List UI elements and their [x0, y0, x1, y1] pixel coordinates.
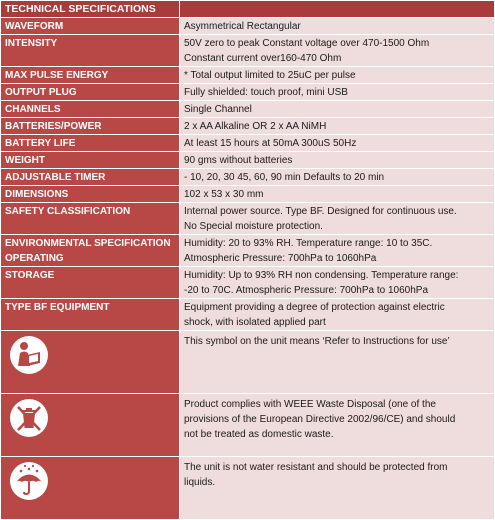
spec-value	[180, 186, 495, 203]
spec-value-line: Internal power source. Type BF. Designed for continuous use.	[184, 206, 457, 217]
spec-value-line: -20 to 70C. Atmospheric Pressure: 700hPa to 1060hPa	[184, 285, 429, 296]
spec-row-type-bf-equipment	[1, 299, 495, 331]
spec-value	[180, 84, 495, 101]
spec-value-line: No Special moisture protection.	[184, 221, 323, 232]
spec-label: TYPE BF EQUIPMENT	[1, 299, 180, 331]
spec-row-environmental-specification-operating	[1, 235, 495, 267]
spec-row-safety-classification	[1, 203, 495, 235]
spec-row-intensity	[1, 35, 495, 67]
symbol-cell	[1, 331, 180, 394]
header-right	[180, 1, 495, 18]
symbol-cell	[1, 457, 180, 520]
spec-label: MAX PULSE ENERGY	[1, 67, 180, 84]
symbol-description	[180, 331, 495, 394]
spec-value	[180, 152, 495, 169]
spec-value	[180, 299, 495, 331]
spec-value	[180, 35, 495, 67]
read-instructions-icon	[9, 367, 49, 378]
spec-value-line: Constant current over160-470 Ohm	[184, 53, 342, 64]
symbol-description	[180, 394, 495, 457]
spec-value-line: Fully shielded: touch proof, mini USB	[184, 87, 348, 98]
spec-row-channels	[1, 101, 495, 118]
spec-value-line: 50V zero to peak Constant voltage over 470-1500 Ohm	[184, 38, 430, 49]
spec-value-line: 102 x 53 x 30 mm	[184, 189, 264, 200]
spec-row-batteries-power	[1, 118, 495, 135]
spec-value	[180, 67, 495, 84]
spec-value-line: Equipment providing a degree of protection against electric	[184, 302, 445, 313]
spec-row-battery-life	[1, 135, 495, 152]
symbol-cell	[1, 394, 180, 457]
spec-value	[180, 267, 495, 299]
symbol-description-line: Product complies with WEEE Waste Disposal (one of the	[184, 399, 436, 410]
spec-label: WEIGHT	[1, 152, 180, 169]
symbol-description-line: The unit is not water resistant and should be protected from	[184, 462, 448, 473]
weee-crossed-bin-icon	[9, 430, 49, 441]
symbol-row	[1, 457, 495, 520]
symbol-description-line: liquids.	[184, 477, 216, 488]
spec-value-line: Humidity: Up to 93% RH non condensing. Temperature range:	[184, 270, 459, 281]
spec-label: BATTERY LIFE	[1, 135, 180, 152]
table-title: TECHNICAL SPECIFICATIONS	[1, 1, 180, 18]
spec-label: OUTPUT PLUG	[1, 84, 180, 101]
spec-value-line: Humidity: 20 to 93% RH. Temperature range: 10 to 35C.	[184, 238, 433, 249]
spec-value-line: Atmospheric Pressure: 700hPa to 1060hPa	[184, 253, 377, 264]
spec-value	[180, 235, 495, 267]
spec-label: STORAGE	[1, 267, 180, 299]
spec-value-line: shock, with isolated applied part	[184, 317, 326, 328]
spec-value-line: Asymmetrical Rectangular	[184, 21, 301, 32]
spec-value	[180, 203, 495, 235]
spec-value	[180, 18, 495, 35]
spec-label: WAVEFORM	[1, 18, 180, 35]
symbol-row	[1, 394, 495, 457]
spec-row-storage	[1, 267, 495, 299]
spec-label: ENVIRONMENTAL SPECIFICATION OPERATING	[1, 235, 180, 267]
spec-label: CHANNELS	[1, 101, 180, 118]
spec-row-waveform	[1, 18, 495, 35]
spec-value-line: - 10, 20, 30 45, 60, 90 min Defaults to 20 min	[184, 172, 385, 183]
symbol-description	[180, 457, 495, 520]
symbol-description-line: not be treated as domestic waste.	[184, 429, 334, 440]
spec-row-dimensions	[1, 186, 495, 203]
spec-row-output-plug	[1, 84, 495, 101]
spec-row-adjustable-timer	[1, 169, 495, 186]
symbol-row	[1, 331, 495, 394]
umbrella-rain-icon	[9, 493, 49, 504]
spec-value-line: * Total output limited to 25uC per pulse	[184, 70, 356, 81]
spec-value	[180, 135, 495, 152]
symbol-description-line: provisions of the European Directive 2002/96/CE) and should	[184, 414, 456, 425]
spec-value-line: At least 15 hours at 50mA 300uS 50Hz	[184, 138, 357, 149]
spec-label: DIMENSIONS	[1, 186, 180, 203]
header-row	[1, 1, 495, 18]
spec-label: ADJUSTABLE TIMER	[1, 169, 180, 186]
symbol-description-line: This symbol on the unit means ‘Refer to Instructions for use’	[184, 336, 450, 347]
spec-value-line: 90 gms without batteries	[184, 155, 293, 166]
spec-value	[180, 169, 495, 186]
spec-label: BATTERIES/POWER	[1, 118, 180, 135]
spec-value-line: 2 x AA Alkaline OR 2 x AA NiMH	[184, 121, 327, 132]
spec-label: INTENSITY	[1, 35, 180, 67]
spec-row-max-pulse-energy	[1, 67, 495, 84]
spec-value	[180, 118, 495, 135]
spec-value-line: Single Channel	[184, 104, 252, 115]
spec-value	[180, 101, 495, 118]
spec-row-weight	[1, 152, 495, 169]
spec-label: SAFETY CLASSIFICATION	[1, 203, 180, 235]
